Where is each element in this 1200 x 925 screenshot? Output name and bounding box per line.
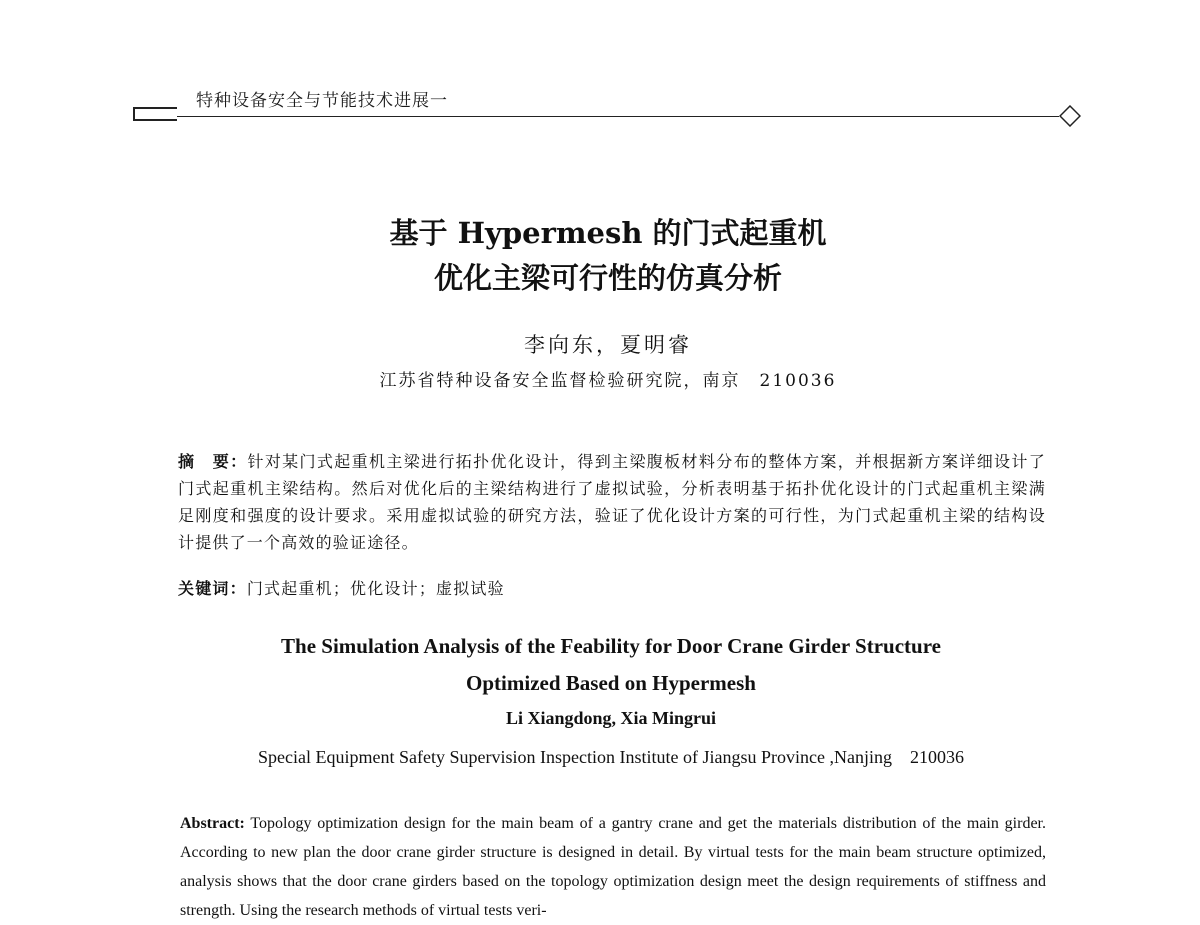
keywords-cn-text: 门式起重机；优化设计；虚拟试验 <box>246 579 505 598</box>
abstract-cn-label: 摘 要： <box>178 452 248 471</box>
abstract-en-label: Abstract: <box>180 815 245 832</box>
header-rule-bracket-top <box>133 107 177 109</box>
keywords-cn <box>178 576 505 599</box>
abstract-en-text: Topology optimization design for the main beam of a gantry crane and get the materials distribution of the main girder. According to new plan the door crane girder structure is designed in detail. By virtual tests for the main beam structure optimized, analysis shows that the door crane girders based on the topology optimization design meet the design requirements of stiffness and strength. Using the research methods of virtual tests veri- <box>180 815 1046 919</box>
title-cn-line2: 优化主梁可行性的仿真分析 <box>433 261 782 295</box>
authors-cn: 李向东，夏明睿 <box>524 333 692 357</box>
title-cn-line1: 基于 Hypermesh 的门式起重机 <box>389 216 827 250</box>
running-header: 特种设备安全与节能技术进展一 <box>196 91 448 111</box>
abstract-cn <box>178 448 1046 556</box>
header-rule <box>177 116 1059 117</box>
authors-en: Li Xiangdong, Xia Mingrui <box>505 708 717 728</box>
affiliation-en: Special Equipment Safety Supervision Inspection Institute of Jiangsu Province ,Nanjing 210036 <box>258 747 964 767</box>
title-en-line2: Optimized Based on Hypermesh <box>466 671 756 695</box>
header-rule-bracket-bottom <box>133 119 177 121</box>
abstract-en <box>180 809 1046 925</box>
diamond-ornament-icon <box>1059 105 1081 127</box>
affiliation-cn: 江苏省特种设备安全监督检验研究院，南京 210036 <box>379 371 837 391</box>
abstract-cn-text: 针对某门式起重机主梁进行拓扑优化设计，得到主梁腹板材料分布的整体方案，并根据新方案详细设计了门式起重机主梁结构。然后对优化后的主梁结构进行了虚拟试验，分析表明基于拓扑优化设计的门式起重机主梁满足刚度和强度的设计要求。采用虚拟试验的研究方法，验证了优化设计方案的可行性，为门式起重机主梁的结构设计提供了一个高效的验证途径。 <box>178 452 1046 552</box>
title-en-line1: The Simulation Analysis of the Feability for Door Crane Girder Structure <box>281 634 941 658</box>
keywords-cn-label: 关键词： <box>178 579 247 598</box>
